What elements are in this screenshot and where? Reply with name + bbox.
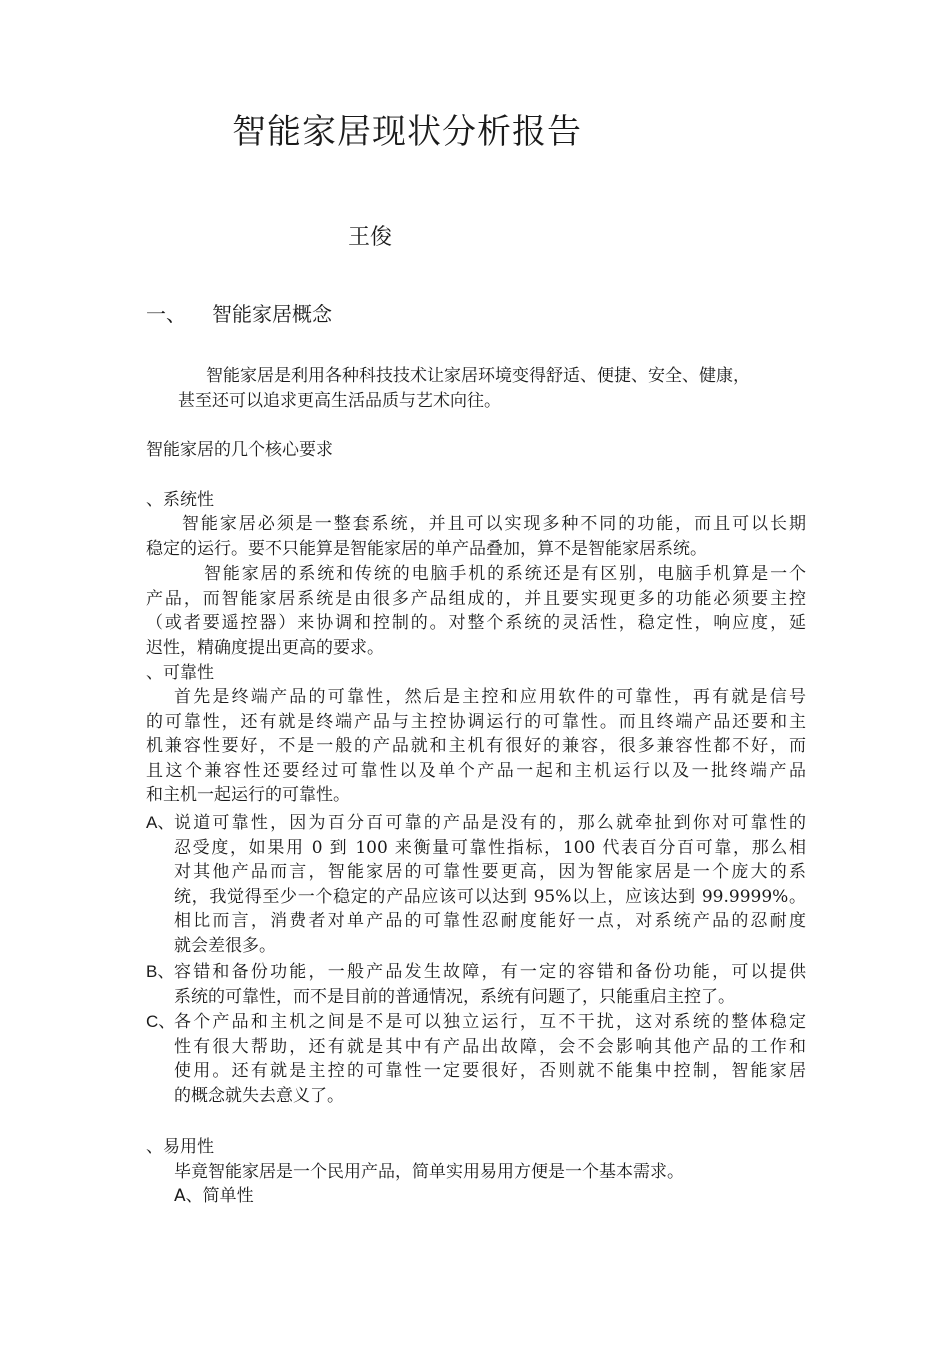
paragraph-line: 智能家居必须是一整套系统，并且可以实现多种不同的功能，而且可以长期 bbox=[182, 514, 806, 534]
list-item-b bbox=[146, 960, 806, 1009]
list-item-line: 使用。还有就是主控的可靠性一定要很好，否则就不能集中控制，智能家居 bbox=[174, 1061, 806, 1082]
usability-paragraph: 毕竟智能家居是一个民用产品，简单实用易用方便是一个基本需求。 bbox=[174, 1162, 684, 1182]
paragraph-line: 产品，而智能家居系统是由很多产品组成的，并且要实现更多的功能必须要主控 bbox=[146, 588, 806, 609]
list-item-line: 性有很大帮助，还有就是其中有产品出故障，会不会影响其他产品的工作和 bbox=[174, 1036, 806, 1057]
paragraph-line: 的可靠性，还有就是终端产品与主控协调运行的可靠性。而且终端产品还要和主 bbox=[146, 711, 806, 732]
list-item-label: B、 bbox=[146, 962, 175, 981]
list-item-label: A、 bbox=[146, 813, 175, 832]
paragraph-line: 且这个兼容性还要经过可靠性以及单个产品一起和主机运行以及一批终端产品 bbox=[146, 760, 806, 781]
list-item-a bbox=[146, 811, 806, 959]
section-number: 一、 bbox=[146, 302, 186, 326]
list-item-line: 对其他产品而言，智能家居的可靠性要更高，因为智能家居是一个庞大的系 bbox=[174, 862, 806, 883]
paragraph-line: 首先是终端产品的可靠性，然后是主控和应用软件的可靠性，再有就是信号 bbox=[174, 687, 806, 707]
list-item-text: 简单性 bbox=[202, 1186, 254, 1206]
reliability-paragraph bbox=[146, 685, 806, 808]
intro-line-1: 智能家居是利用各种科技技术让家居环境变得舒适、便捷、安全、健康， bbox=[206, 366, 750, 386]
list-item-line: 相比而言，消费者对单产品的可靠性忍耐度能好一点，对系统产品的忍耐度 bbox=[174, 911, 806, 932]
paragraph-line: 和主机一起运行的可靠性。 bbox=[146, 785, 350, 806]
list-item-line: 统，我觉得至少一个稳定的产品应该可以达到 95%以上，应该达到 99.9999%。 bbox=[174, 886, 806, 907]
section-heading bbox=[146, 298, 332, 327]
section-title: 智能家居概念 bbox=[212, 302, 332, 326]
author-name: 王俊 bbox=[348, 225, 393, 250]
document-title: 智能家居现状分析报告 bbox=[232, 112, 582, 152]
paragraph-line: 机兼容性要好，不是一般的产品就和主机有很好的兼容，很多兼容性都不好，而 bbox=[146, 736, 806, 757]
list-item-line: B、容错和备份功能，一般产品发生故障，有一定的容错和备份功能，可以提供 bbox=[146, 960, 806, 985]
list-item-line: 就会差很多。 bbox=[174, 935, 276, 956]
paragraph-line: 迟性，精确度提出更高的要求。 bbox=[146, 637, 384, 658]
system-paragraph-1 bbox=[146, 512, 806, 561]
list-item-c bbox=[146, 1010, 806, 1108]
paragraph-line: 智能家居的系统和传统的电脑手机的系统还是有区别，电脑手机算是一个 bbox=[204, 564, 806, 584]
list-item-line: 系统的可靠性，而不是目前的普通情况，系统有问题了，只能重启主控了。 bbox=[174, 986, 735, 1007]
core-requirements-heading: 智能家居的几个核心要求 bbox=[146, 440, 333, 460]
usability-item-a bbox=[174, 1184, 254, 1209]
list-item-line: 忍受度，如果用 0 到 100 来衡量可靠性指标，100 代表百分百可靠，那么相 bbox=[174, 837, 806, 858]
paragraph-line: 稳定的运行。要不只能算是智能家居的单产品叠加，算不是智能家居系统。 bbox=[146, 538, 707, 559]
list-item-line: A、说道可靠性，因为百分百可靠的产品是没有的，那么就牵扯到你对可靠性的 bbox=[146, 811, 806, 836]
list-item-line: C、各个产品和主机之间是不是可以独立运行，互不干扰，这对系统的整体稳定 bbox=[146, 1010, 806, 1035]
subheading-usability: 、易用性 bbox=[146, 1137, 214, 1157]
list-item-label: C、 bbox=[146, 1012, 176, 1031]
system-paragraph-2 bbox=[146, 562, 806, 660]
subheading-reliability: 、可靠性 bbox=[146, 663, 214, 683]
list-item-label: A、 bbox=[174, 1186, 203, 1206]
paragraph-line: （或者要遥控器）来协调和控制的。对整个系统的灵活性，稳定性，响应度，延 bbox=[146, 613, 806, 634]
subheading-system: 、系统性 bbox=[146, 490, 214, 510]
list-item-line: 的概念就失去意义了。 bbox=[174, 1085, 344, 1106]
intro-line-2: 甚至还可以追求更高生活品质与艺术向往。 bbox=[178, 391, 501, 411]
